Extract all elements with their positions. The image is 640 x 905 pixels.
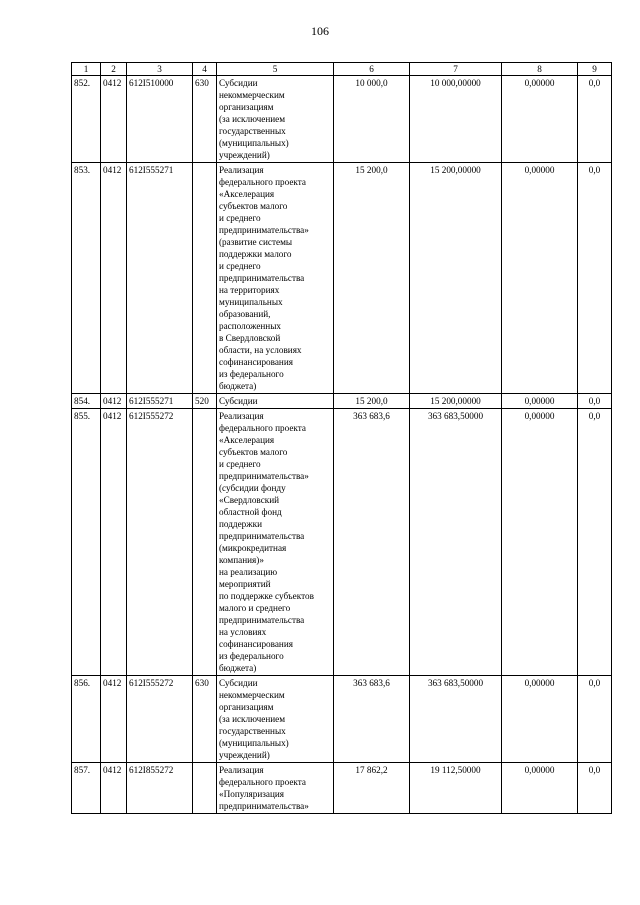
table-row <box>72 763 612 814</box>
item-name: Реализация федерального проекта «Акселерация субъектов малого и среднего предпринимательства» (развитие системы поддержки малого и среднего предпринимательства на территориях муниципальных образований, расположенных в Свердловской области, на условиях софинансирования из федерального бюджета) <box>217 163 334 394</box>
table-row <box>72 394 612 409</box>
expense-type-code: 630 <box>193 76 217 163</box>
section-code: 0412 <box>101 163 127 394</box>
expense-type-code <box>193 763 217 814</box>
section-code: 0412 <box>101 409 127 676</box>
amount-col9: 0,0 <box>578 763 612 814</box>
amount-col6: 363 683,6 <box>334 676 410 763</box>
amount-col8: 0,00000 <box>502 394 578 409</box>
amount-col7: 15 200,00000 <box>410 394 502 409</box>
amount-col7: 15 200,00000 <box>410 163 502 394</box>
target-article-code: 612I555271 <box>127 163 193 394</box>
amount-col9: 0,0 <box>578 409 612 676</box>
item-name: Реализация федерального проекта «Популяризация предпринимательства» <box>217 763 334 814</box>
row-number: 855. <box>72 409 101 676</box>
section-code: 0412 <box>101 676 127 763</box>
amount-col7: 19 112,50000 <box>410 763 502 814</box>
amount-col9: 0,0 <box>578 676 612 763</box>
amount-col9: 0,0 <box>578 163 612 394</box>
table-row <box>72 409 612 676</box>
amount-col7: 10 000,00000 <box>410 76 502 163</box>
target-article-code: 612I510000 <box>127 76 193 163</box>
amount-col8: 0,00000 <box>502 409 578 676</box>
expense-type-code <box>193 163 217 394</box>
target-article-code: 612I855272 <box>127 763 193 814</box>
column-header: 6 <box>334 63 410 76</box>
amount-col7: 363 683,50000 <box>410 409 502 676</box>
target-article-code: 612I555272 <box>127 676 193 763</box>
column-header: 2 <box>101 63 127 76</box>
amount-col6: 15 200,0 <box>334 394 410 409</box>
item-name: Субсидии некоммерческим организациям (за исключением государственных (муниципальных) учреждений) <box>217 676 334 763</box>
row-number: 852. <box>72 76 101 163</box>
target-article-code: 612I555272 <box>127 409 193 676</box>
row-number: 857. <box>72 763 101 814</box>
amount-col8: 0,00000 <box>502 163 578 394</box>
budget-table <box>71 62 612 814</box>
row-number: 854. <box>72 394 101 409</box>
expense-type-code: 520 <box>193 394 217 409</box>
page-number: 106 <box>311 24 329 38</box>
column-header: 4 <box>193 63 217 76</box>
row-number: 856. <box>72 676 101 763</box>
row-number: 853. <box>72 163 101 394</box>
table-header-row <box>72 63 612 76</box>
section-code: 0412 <box>101 763 127 814</box>
section-code: 0412 <box>101 76 127 163</box>
column-header: 5 <box>217 63 334 76</box>
item-name: Субсидии <box>217 394 334 409</box>
item-name: Субсидии некоммерческим организациям (за исключением государственных (муниципальных) учреждений) <box>217 76 334 163</box>
column-header: 9 <box>578 63 612 76</box>
item-name: Реализация федерального проекта «Акселерация субъектов малого и среднего предпринимательства» (субсидии фонду «Свердловский областной фонд поддержки предпринимательства (микрокредитная компания)» на реализацию мероприятий по поддержке субъектов малого и среднего предпринимательства на условиях софинансирования из федерального бюджета) <box>217 409 334 676</box>
column-header: 3 <box>127 63 193 76</box>
section-code: 0412 <box>101 394 127 409</box>
table-row <box>72 163 612 394</box>
amount-col9: 0,0 <box>578 394 612 409</box>
target-article-code: 612I555271 <box>127 394 193 409</box>
table-row <box>72 676 612 763</box>
amount-col6: 363 683,6 <box>334 409 410 676</box>
table-row <box>72 76 612 163</box>
column-header: 7 <box>410 63 502 76</box>
amount-col7: 363 683,50000 <box>410 676 502 763</box>
expense-type-code: 630 <box>193 676 217 763</box>
amount-col6: 15 200,0 <box>334 163 410 394</box>
amount-col8: 0,00000 <box>502 763 578 814</box>
amount-col6: 10 000,0 <box>334 76 410 163</box>
column-header: 8 <box>502 63 578 76</box>
amount-col9: 0,0 <box>578 76 612 163</box>
amount-col8: 0,00000 <box>502 676 578 763</box>
amount-col6: 17 862,2 <box>334 763 410 814</box>
column-header: 1 <box>72 63 101 76</box>
expense-type-code <box>193 409 217 676</box>
amount-col8: 0,00000 <box>502 76 578 163</box>
